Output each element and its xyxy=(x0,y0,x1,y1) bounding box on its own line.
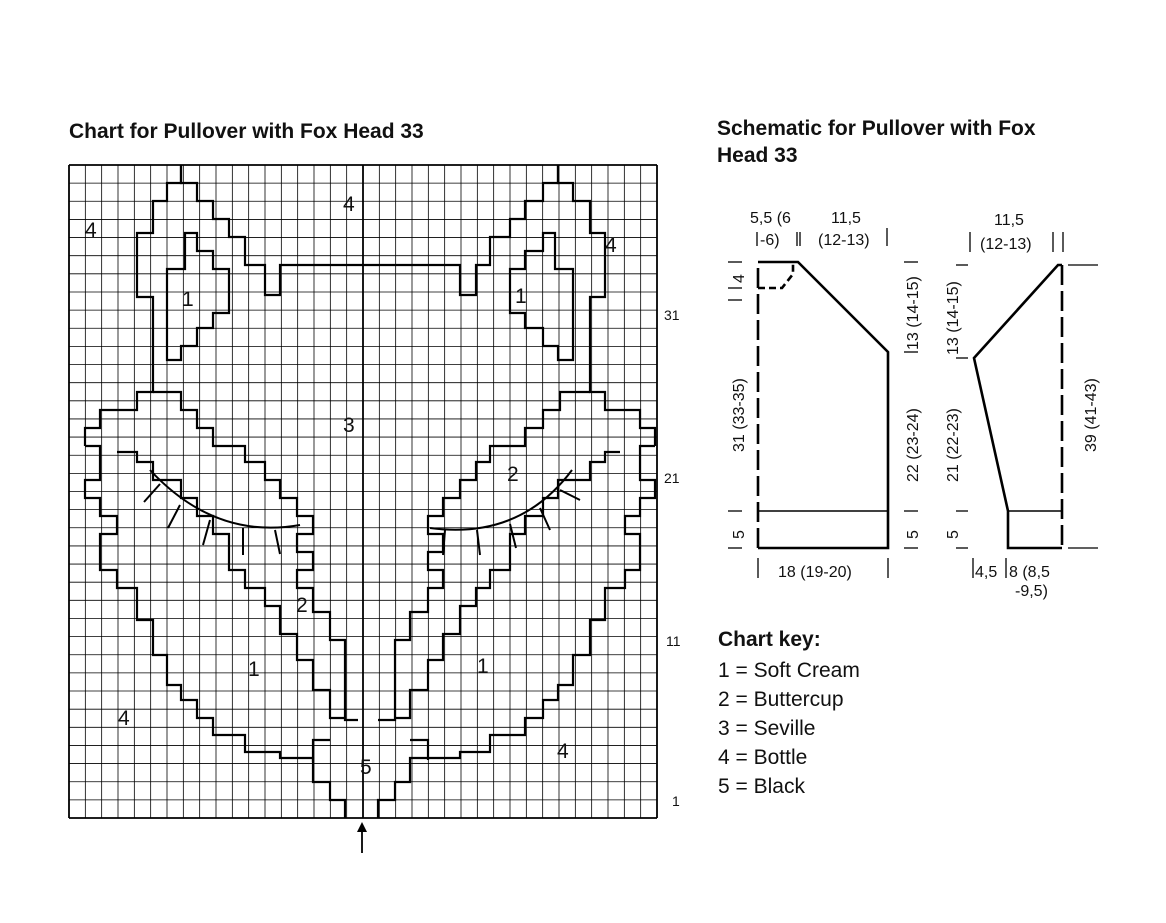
row-number: 11 xyxy=(666,633,681,649)
chart-key-item: 4 = Bottle xyxy=(718,746,808,769)
nose-outline xyxy=(313,740,330,762)
row-numbers xyxy=(664,307,681,809)
armhole-depth: 13 (14-15) xyxy=(905,276,922,350)
body-outline xyxy=(758,262,888,548)
region-label: 2 xyxy=(296,594,308,617)
body-schematic xyxy=(728,210,922,581)
chart-key-item: 1 = Soft Cream xyxy=(718,659,860,682)
chart-grid xyxy=(69,165,657,818)
region-label: 1 xyxy=(182,288,194,311)
sleeve-dimension-ticks xyxy=(956,232,1063,578)
side-length: 22 (23-24) xyxy=(905,408,922,482)
right-cheek-fur xyxy=(378,446,655,818)
chart-key-item: 3 = Seville xyxy=(718,717,816,740)
chart-title: Chart for Pullover with Fox Head 33 xyxy=(69,120,424,143)
left-inner-ear xyxy=(167,233,229,360)
neck-width: 11,5 xyxy=(831,210,861,227)
shoulder-width: 5,5 (6 xyxy=(750,210,791,227)
sleeve-cap: 13 (14-15) xyxy=(945,281,962,355)
row-number: 1 xyxy=(672,793,680,809)
body-dimension-ticks xyxy=(728,228,918,578)
left-cheek-fur xyxy=(85,446,345,818)
sleeve-cuff-side: 4,5 xyxy=(975,564,998,581)
sleeve-rib: 5 xyxy=(945,530,962,539)
region-label: 1 xyxy=(248,658,260,681)
schematic-title: Schematic for Pullover with Fox Head 33 xyxy=(717,117,1036,167)
region-label: 4 xyxy=(605,234,617,257)
front-neckline xyxy=(758,262,793,288)
shoulder-width-cont: -6) xyxy=(760,232,780,249)
chart-key-list xyxy=(718,656,860,801)
sleeve-total-length: 39 (41-43) xyxy=(1083,378,1100,452)
region-label: 3 xyxy=(343,414,355,437)
chart-key-title: Chart key: xyxy=(718,628,821,651)
sleeve-cuff-width: 8 (8,5 xyxy=(1009,564,1050,581)
region-label: 2 xyxy=(507,463,519,486)
body-rib-left: 5 xyxy=(731,530,748,539)
row-number: 21 xyxy=(664,470,680,486)
row-number: 31 xyxy=(664,307,680,323)
right-eye-arc xyxy=(430,470,572,530)
chart-key-item: 2 = Buttercup xyxy=(718,688,844,711)
sleeve-schematic xyxy=(945,212,1100,600)
left-ear-outline xyxy=(181,165,558,295)
right-lashes xyxy=(443,490,580,555)
region-label: 4 xyxy=(557,740,569,763)
region-label: 1 xyxy=(477,655,489,678)
sleeve-outline xyxy=(974,265,1062,548)
sleeve-top-width: 11,5 xyxy=(994,212,1024,229)
region-label: 4 xyxy=(343,193,355,216)
sleeve-top-width-cont: (12-13) xyxy=(980,236,1032,253)
sleeve-length: 21 (22-23) xyxy=(945,408,962,482)
center-arrow xyxy=(357,822,367,853)
neck-width-cont: (12-13) xyxy=(818,232,870,249)
body-total-height: 31 (33-35) xyxy=(731,378,748,452)
region-label: 5 xyxy=(360,756,372,779)
sleeve-cuff-width-cont: -9,5) xyxy=(1015,583,1048,600)
region-label: 4 xyxy=(85,219,97,242)
neck-depth: 4 xyxy=(731,274,748,283)
body-rib-right: 5 xyxy=(905,530,922,539)
region-label: 1 xyxy=(515,285,527,308)
body-half-width: 18 (19-20) xyxy=(778,564,852,581)
region-label: 4 xyxy=(118,707,130,730)
chart-key-item: 5 = Black xyxy=(718,775,805,798)
